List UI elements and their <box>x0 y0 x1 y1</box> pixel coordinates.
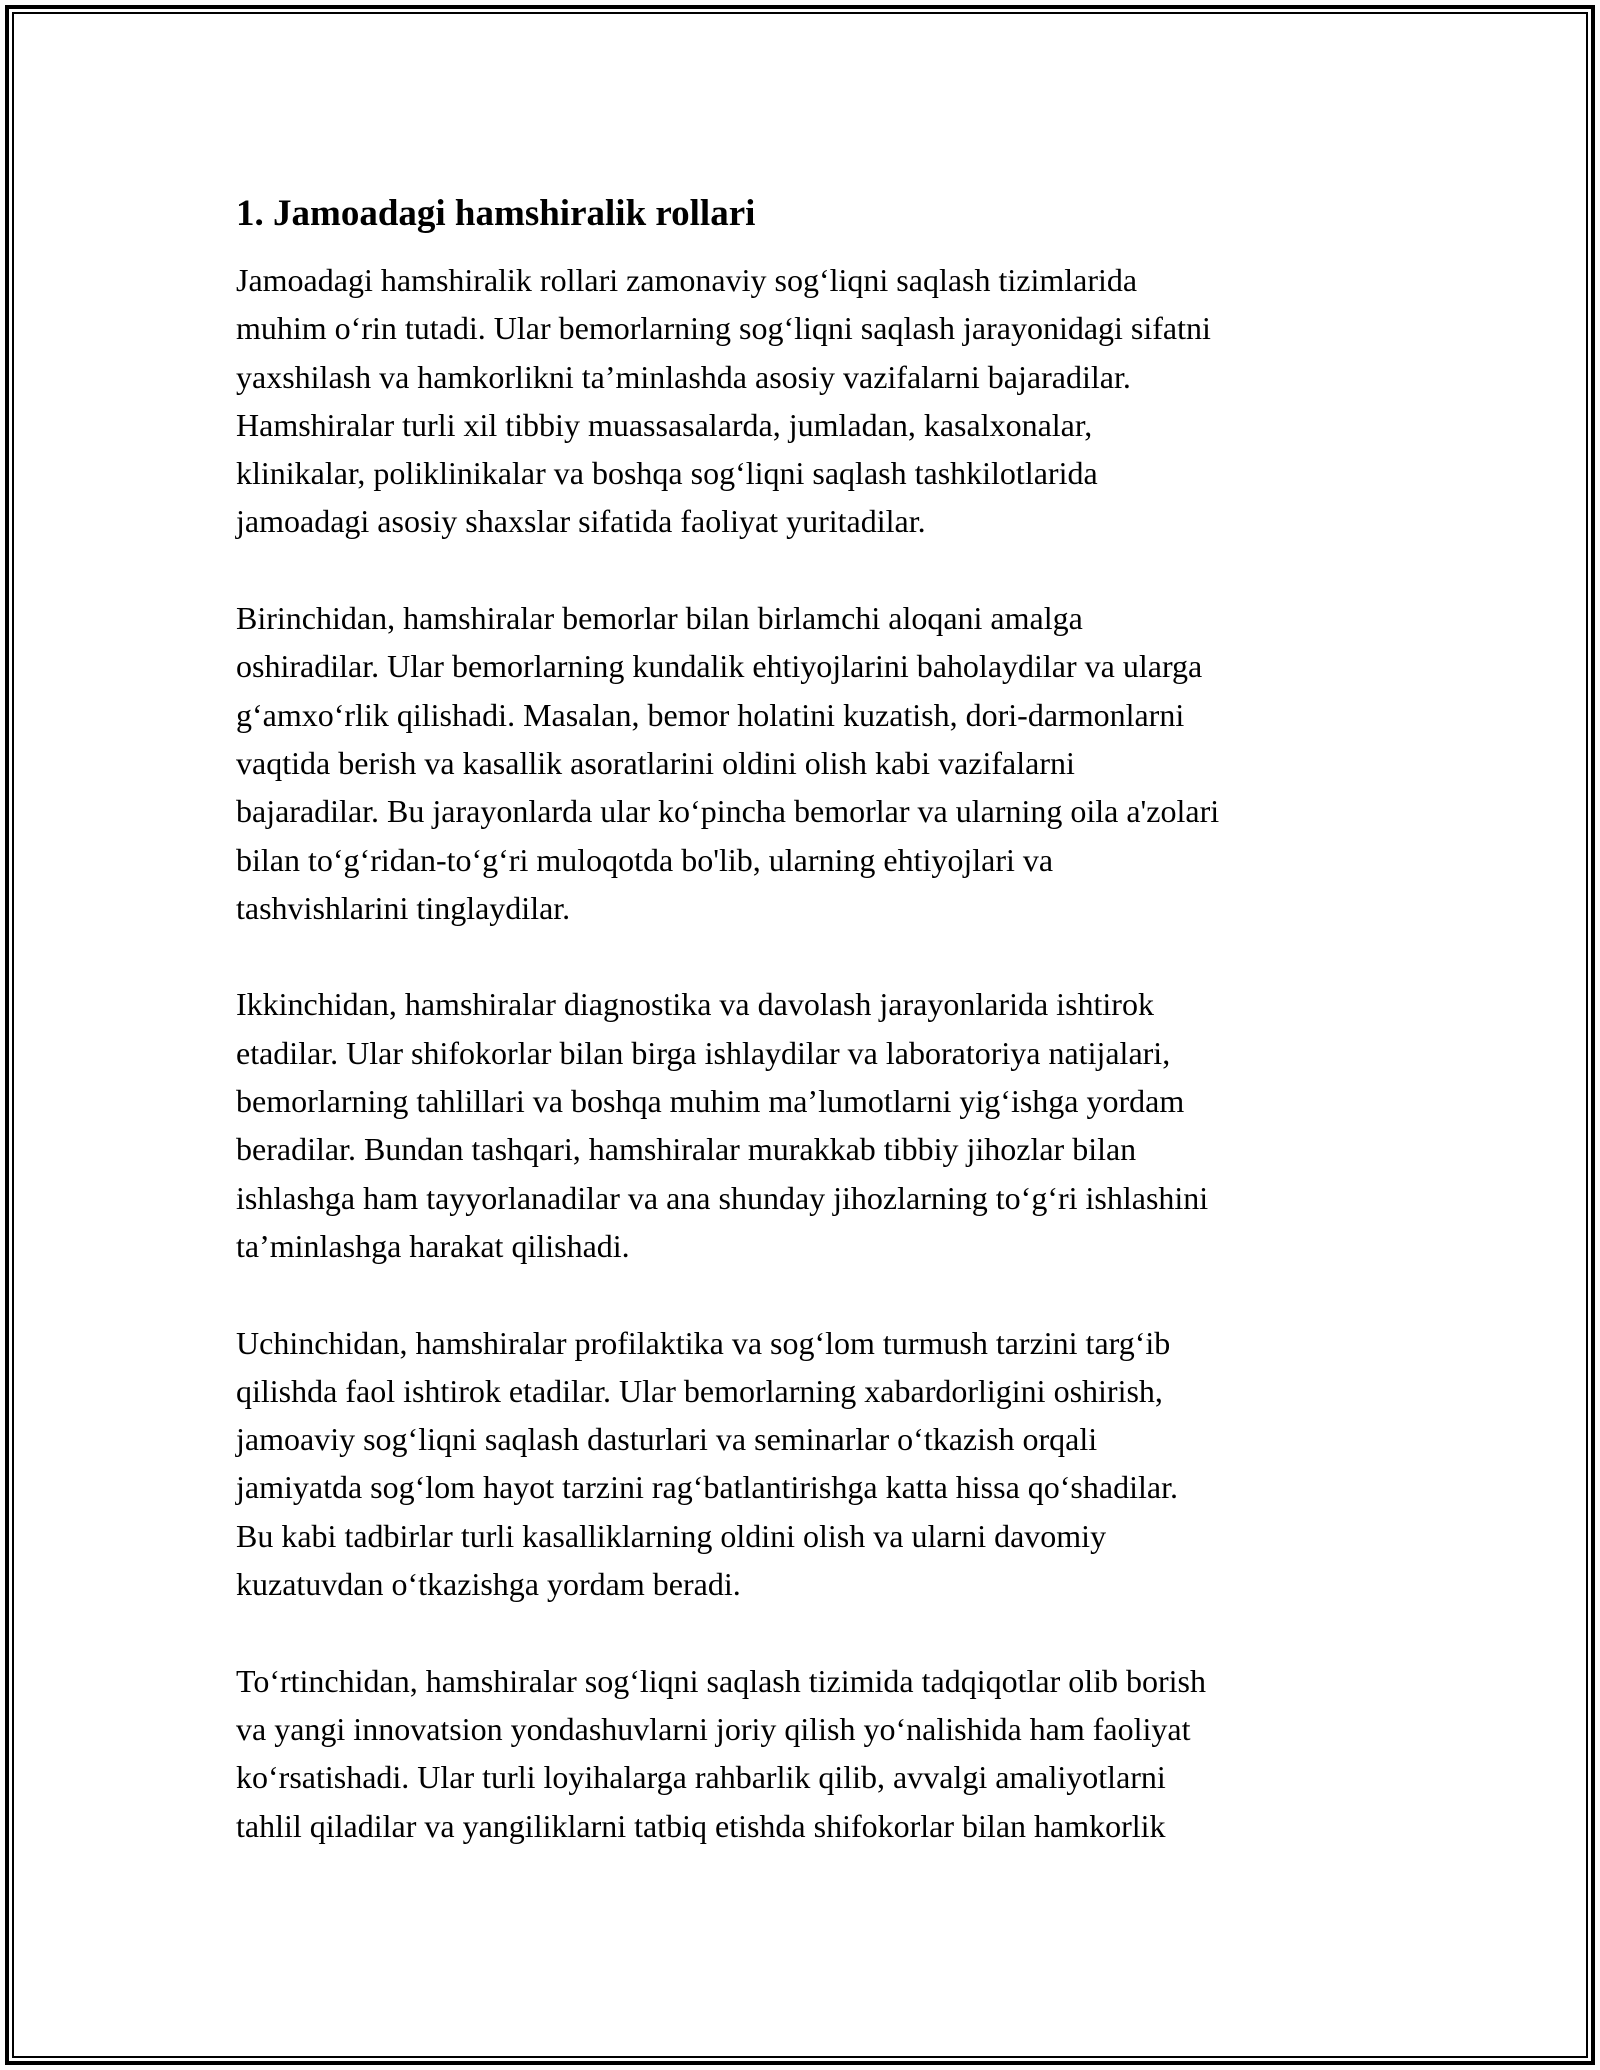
text-line: jamiyatda sog‘lom hayot tarzini rag‘batlantirishga katta hissa qo‘shadilar. <box>236 1469 1178 1506</box>
text-line: jamoaviy sog‘liqni saqlash dasturlari va seminarlar o‘tkazish orqali <box>236 1421 1098 1458</box>
text-line: muhim o‘rin tutadi. Ular bemorlarning sog‘liqni saqlash jarayonidagi sifatni <box>236 310 1211 347</box>
paragraph-fourth <box>236 1657 1366 1850</box>
text-line: tashvishlarini tinglaydilar. <box>236 889 571 926</box>
text-line: etadilar. Ular shifokorlar bilan birga ishlaydilar va laboratoriya natijalari, <box>236 1034 1171 1071</box>
text-line: klinikalar, poliklinikalar va boshqa sog‘liqni saqlash tashkilotlarida <box>236 455 1098 492</box>
text-line: To‘rtinchidan, hamshiralar sog‘liqni saqlash tizimida tadqiqotlar olib borish <box>236 1662 1206 1699</box>
text-line: qilishda faol ishtirok etadilar. Ular bemorlarning xabardorligini oshirish, <box>236 1372 1163 1409</box>
text-line: Hamshiralar turli xil tibbiy muassasalarda, jumladan, kasalxonalar, <box>236 406 1093 443</box>
text-line: Jamoadagi hamshiralik rollari zamonaviy sog‘liqni saqlash tizimlarida <box>236 262 1138 298</box>
text-line: Uchinchidan, hamshiralar profilaktika va sog‘lom turmush tarzini targ‘ib <box>236 1324 1171 1361</box>
text-line: kuzatuvdan o‘tkazishga yordam beradi. <box>236 1566 741 1603</box>
text-line: beradilar. Bundan tashqari, hamshiralar murakkab tibbiy jihozlar bilan <box>236 1131 1137 1168</box>
section-heading: 1. Jamoadagi hamshiralik rollari <box>236 193 756 234</box>
text-line: ko‘rsatishadi. Ular turli loyihalarga rahbarlik qilib, avvalgi amaliyotlarni <box>236 1759 1166 1796</box>
text-line: bemorlarning tahlillari va boshqa muhim ma’lumotlarni yig‘ishga yordam <box>236 1083 1185 1120</box>
paragraph-intro <box>236 256 1366 546</box>
paragraph-second <box>236 980 1366 1270</box>
paragraph-first <box>236 594 1366 932</box>
text-line: va yangi innovatsion yondashuvlarni joriy qilish yo‘nalishida ham faoliyat <box>236 1710 1191 1747</box>
text-line: Bu kabi tadbirlar turli kasalliklarning oldini olish va ularni davomiy <box>236 1517 1107 1554</box>
text-line: Ikkinchidan, hamshiralar diagnostika va davolash jarayonlarida ishtirok <box>236 986 1154 1023</box>
text-line: vaqtida berish va kasallik asoratlarini oldini olish kabi vazifalarni <box>236 744 1075 781</box>
text-line: bilan to‘g‘ridan-to‘g‘ri muloqotda bo'lib, ularning ehtiyojlari va <box>236 841 1054 878</box>
paragraph-third <box>236 1319 1366 1609</box>
text-line: oshiradilar. Ular bemorlarning kundalik ehtiyojlarini baholaydilar va ularga <box>236 648 1203 685</box>
text-line: Birinchidan, hamshiralar bemorlar bilan birlamchi aloqani amalga <box>236 600 1083 637</box>
text-line: g‘amxo‘rlik qilishadi. Masalan, bemor holatini kuzatish, dori-darmonlarni <box>236 696 1185 733</box>
text-line: tahlil qiladilar va yangiliklarni tatbiq etishda shifokorlar bilan hamkorlik <box>236 1807 1166 1844</box>
document-body <box>236 186 1366 1898</box>
text-line: jamoadagi asosiy shaxslar sifatida faoliyat yuritadilar. <box>236 503 926 540</box>
text-line: yaxshilash va hamkorlikni ta’minlashda asosiy vazifalarni bajaradilar. <box>236 358 1131 395</box>
text-line: ishlashga ham tayyorlanadilar va ana shunday jihozlarning to‘g‘ri ishlashini <box>236 1179 1209 1216</box>
text-line: ta’minlashga harakat qilishadi. <box>236 1227 630 1264</box>
text-line: bajaradilar. Bu jarayonlarda ular ko‘pincha bemorlar va ularning oila a'zolari <box>236 793 1220 830</box>
